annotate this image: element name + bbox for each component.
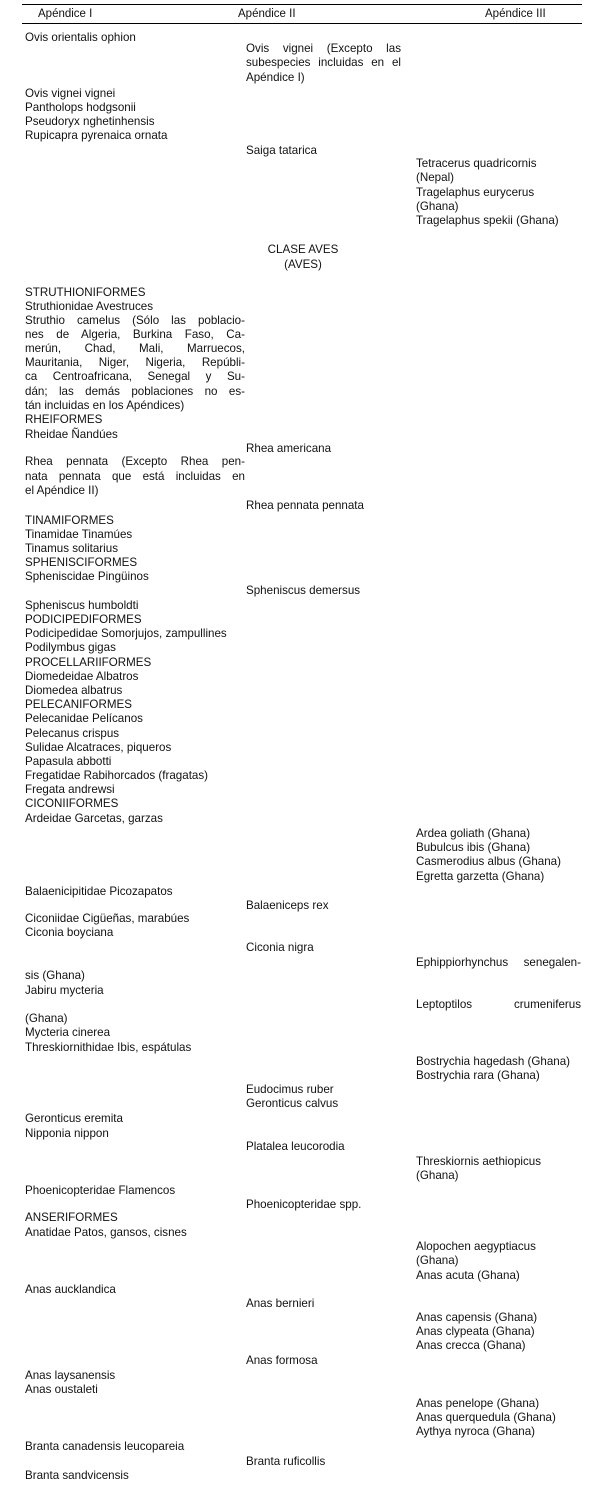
- appendix-3-entry-line: Bostrychia hagedash (Ghana): [416, 1055, 571, 1068]
- appendix-3-entry-line: Ephippiorhynchus senegalen-: [416, 956, 581, 969]
- appendix-1-entry-line: Podicipedidae Somorjujos, zampullines: [25, 627, 227, 640]
- appendix-3-entry-line: Bubulcus ibis (Ghana): [416, 841, 531, 854]
- appendix-1-entry-line: Rupicapra pyrenaica ornata: [25, 129, 168, 142]
- appendix-1-entry-line: Threskiornithidae Ibis, espátulas: [25, 1041, 192, 1054]
- header-appendix-1: Apéndice I: [38, 8, 93, 20]
- appendix-1-entry-line: Spheniscus humboldti: [25, 599, 139, 612]
- appendix-1-entry-line: Geronticus eremita: [25, 1112, 123, 1125]
- appendix-3-entry-line: Anas crecca (Ghana): [416, 1339, 526, 1352]
- appendix-1-entry-line: Branta sandvicensis: [25, 1469, 129, 1482]
- appendix-1-entry-line: nata pennata que está incluidas en: [25, 470, 245, 483]
- appendix-1-entry-line: Diomedeidae Albatros: [25, 670, 139, 683]
- appendix-1-entry-line: Pelecanidae Pelícanos: [25, 712, 143, 725]
- appendix-2-entry-line: Saiga tatarica: [246, 144, 317, 157]
- appendix-2-entry-line: Ciconia nigra: [246, 941, 314, 954]
- appendix-1-entry-line: ca Centroafricana, Senegal y Su-: [25, 370, 245, 383]
- appendix-2-entry-line: subespecies incluidas en el: [246, 56, 401, 69]
- appendix-1-entry-line: Podilymbus gigas: [25, 641, 116, 654]
- appendix-3-entry-line: Leptoptilos crumeniferus: [416, 998, 581, 1011]
- appendix-3-entry-line: (Ghana): [416, 1169, 459, 1182]
- appendix-1-entry-line: el Apéndice II): [25, 484, 99, 497]
- appendix-1-entry-line: dán; las demás poblaciones no es-: [25, 385, 245, 398]
- appendix-1-entry-line: Pelecanus crispus: [25, 727, 120, 740]
- appendix-1-entry-line: Mauritania, Niger, Nigeria, Repúbli-: [25, 356, 245, 369]
- appendix-3-entry-line: (Ghana): [416, 200, 459, 213]
- appendix-2-entry-line: Rhea pennata pennata: [246, 499, 364, 512]
- appendix-1-entry-line: Phoenicopteridae Flamencos: [25, 1184, 176, 1197]
- appendix-3-entry-line: Anas capensis (Ghana): [416, 1311, 538, 1324]
- appendix-2-entry-line: Ovis vignei (Excepto las: [246, 42, 401, 55]
- appendix-3-entry-line: Tragelaphus spekii (Ghana): [416, 214, 559, 227]
- appendix-3-entry-line: Tetracerus quadricornis: [416, 157, 537, 170]
- class-heading-line-1: CLASE AVES: [267, 243, 339, 256]
- appendix-1-entry-line: Tinamidae Tinamúes: [25, 528, 133, 541]
- appendix-1-entry-line: Struthionidae Avestruces: [25, 300, 154, 313]
- appendix-1-entry-line: tán incluidas en los Apéndices): [25, 399, 185, 412]
- appendix-1-entry-line: SPHENISCIFORMES: [25, 556, 138, 569]
- appendix-1-entry-line: Jabiru mycteria: [25, 984, 104, 997]
- appendix-1-entry-line: Rheidae Ñandúes: [25, 428, 118, 441]
- appendix-1-entry-line: Branta canadensis leucopareia: [25, 1440, 185, 1453]
- appendix-1-entry-line: Ovis orientalis ophion: [25, 31, 136, 44]
- appendix-3-entry-line: Threskiornis aethiopicus: [416, 1155, 542, 1168]
- appendix-1-entry-line: STRUTHIONIFORMES: [25, 286, 146, 299]
- header-bottom-rule: [22, 23, 582, 24]
- appendix-2-entry-line: Spheniscus demersus: [246, 584, 361, 597]
- appendix-1-entry-line: Pantholops hodgsonii: [25, 101, 136, 114]
- appendix-1-entry-line: Spheniscidae Pingüinos: [25, 570, 149, 583]
- appendix-2-entry-line: Branta ruficollis: [246, 1455, 326, 1468]
- appendix-1-entry-line: RHEIFORMES: [25, 413, 103, 426]
- appendix-1-entry-line: Ciconia boyciana: [25, 926, 114, 939]
- appendix-2-entry-line: Apéndice I): [246, 71, 305, 84]
- appendix-1-entry-line: Mycteria cinerea: [25, 1026, 111, 1039]
- appendix-1-entry-line: Tinamus solitarius: [25, 542, 118, 555]
- appendix-3-entry-line: (Nepal): [416, 171, 455, 184]
- appendix-2-entry-line: Anas formosa: [246, 1354, 318, 1367]
- appendix-1-entry-line: Anas oustaleti: [25, 1383, 98, 1396]
- appendix-1-entry-line: TINAMIFORMES: [25, 514, 114, 527]
- class-heading-line-2: (AVES): [284, 258, 322, 271]
- appendix-2-entry-line: Balaeniceps rex: [246, 899, 329, 912]
- appendix-2-entry-line: Platalea leucorodia: [246, 1140, 345, 1153]
- appendix-1-entry-line: Nipponia nippon: [25, 1127, 109, 1140]
- appendix-2-entry-line: Anas bernieri: [246, 1297, 315, 1310]
- appendix-1-entry-line: Fregatidae Rabihorcados (fragatas): [25, 769, 209, 782]
- appendix-3-entry-line: Anas querquedula (Ghana): [416, 1411, 556, 1424]
- appendix-1-entry-line: Ardeidae Garcetas, garzas: [25, 812, 163, 825]
- appendix-3-entry-line: Aythya nyroca (Ghana): [416, 1425, 536, 1438]
- appendix-2-entry-line: Eudocimus ruber: [246, 1083, 334, 1096]
- appendix-1-entry-line: PROCELLARIIFORMES: [25, 656, 152, 669]
- appendix-3-entry-line: Bostrychia rara (Ghana): [416, 1069, 540, 1082]
- header-appendix-3: Apéndice III: [485, 8, 546, 20]
- appendix-1-entry-line: Ovis vignei vignei: [25, 87, 116, 100]
- appendix-3-entry-line: (Ghana): [416, 1254, 459, 1267]
- appendix-1-entry-line: Sulidae Alcatraces, piqueros: [25, 741, 172, 754]
- header-appendix-2: Apéndice II: [238, 8, 296, 20]
- appendix-1-entry-line: Anatidae Patos, gansos, cisnes: [25, 1226, 187, 1239]
- appendix-1-entry-line: CICONIIFORMES: [25, 797, 119, 810]
- appendix-1-entry-line: Fregata andrewsi: [25, 783, 115, 796]
- appendix-1-entry-line: Anas aucklandica: [25, 1283, 116, 1296]
- appendix-2-entry-line: Geronticus calvus: [246, 1097, 339, 1110]
- appendix-1-entry-line: ANSERIFORMES: [25, 1211, 118, 1224]
- appendix-3-entry-line: Anas penelope (Ghana): [416, 1397, 540, 1410]
- appendix-3-entry-line: Anas clypeata (Ghana): [416, 1325, 535, 1338]
- appendix-1-entry-line: Rhea pennata (Excepto Rhea pen-: [25, 455, 245, 468]
- appendix-1-entry-line: Balaenicipitidae Picozapatos: [25, 885, 173, 898]
- appendix-3-entry-line: Tragelaphus eurycerus: [416, 186, 535, 199]
- appendix-1-entry-line: merún, Chad, Mali, Marruecos,: [25, 342, 245, 355]
- appendix-3-entry-line: Casmerodius albus (Ghana): [416, 855, 561, 868]
- appendix-1-entry-line: PELECANIFORMES: [25, 698, 132, 711]
- appendix-3-entry-line: Anas acuta (Ghana): [416, 1269, 520, 1282]
- appendix-1-entry-line: Ciconiidae Cigüeñas, marabúes: [25, 912, 190, 925]
- appendix-1-entry-line: Pseudoryx nghetinhensis: [25, 115, 155, 128]
- appendix-2-entry-line: Rhea americana: [246, 442, 332, 455]
- appendix-1-entry-line: PODICIPEDIFORMES: [25, 613, 142, 626]
- appendix-1-entry-line: nes de Algeria, Burkina Faso, Ca-: [25, 328, 245, 341]
- appendix-3-entry-line: Alopochen aegyptiacus: [416, 1240, 536, 1253]
- appendix-1-entry-line: Papasula abbotti: [25, 755, 112, 768]
- header-top-rule: [22, 4, 582, 5]
- appendix-3-entry-line: Egretta garzetta (Ghana): [416, 870, 545, 883]
- appendix-1-entry-line: Diomedea albatrus: [25, 684, 123, 697]
- appendix-1-entry-line: (Ghana): [25, 1012, 68, 1025]
- appendix-1-entry-line: Anas laysanensis: [25, 1369, 116, 1382]
- appendix-3-entry-line: Ardea goliath (Ghana): [416, 827, 531, 840]
- appendix-1-entry-line: sis (Ghana): [25, 969, 85, 982]
- appendix-1-entry-line: Struthio camelus (Sólo las poblacio-: [25, 314, 245, 327]
- appendix-2-entry-line: Phoenicopteridae spp.: [246, 1198, 362, 1211]
